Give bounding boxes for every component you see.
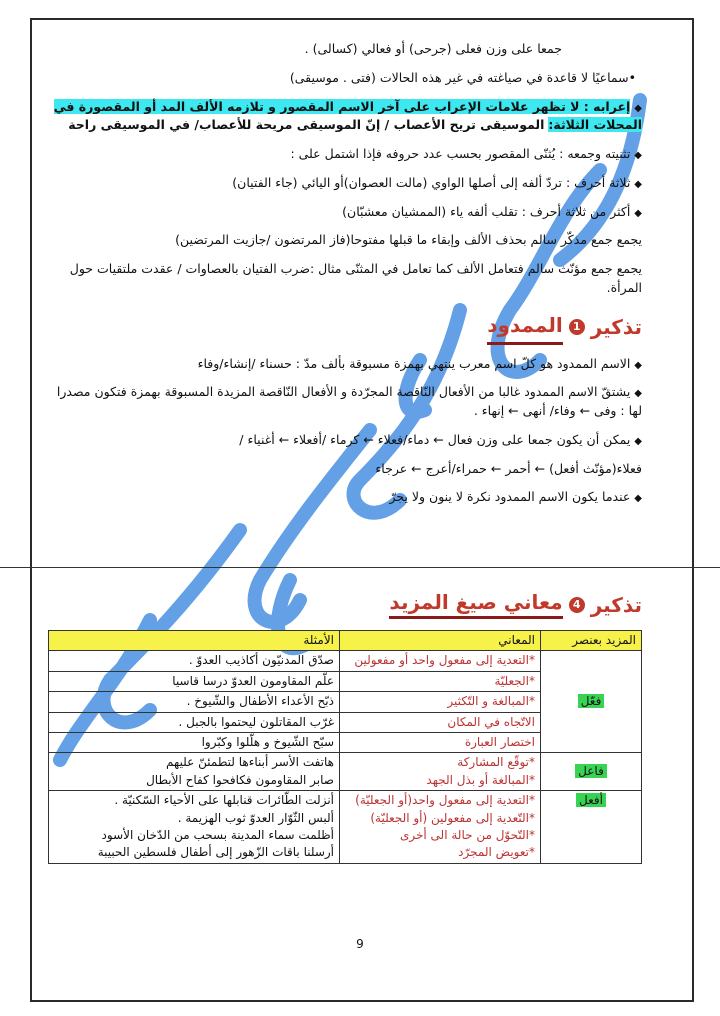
- diamond-bullet-icon: ◆: [634, 435, 642, 447]
- form-label: فعّل: [578, 694, 605, 708]
- column-header-form: المزيد بعنصر: [541, 631, 642, 651]
- irab-examples: الموسيقى تريح الأعصاب / إنّ الموسيقى مريحة للأعصاب/ في الموسيقى راحة: [68, 117, 545, 133]
- text-line: [46, 383, 642, 421]
- heading-number-badge: 4: [569, 597, 585, 613]
- text-line: [46, 488, 642, 507]
- text-line-5: ثلاثة أحرف : تردّ ألفه إلى أصلها الواوي (مالت العصوان)أو اليائي (جاء الفتيان): [232, 174, 631, 190]
- page-number: 9: [356, 937, 364, 951]
- example-cell: [49, 732, 340, 752]
- document-body: [46, 40, 642, 517]
- text-line: [46, 460, 642, 479]
- example-cell: [49, 791, 340, 864]
- text-line: [46, 355, 642, 374]
- example-cell: [49, 671, 340, 691]
- heading-title: الممدود: [487, 310, 562, 345]
- heading-prefix: تذكير: [590, 315, 642, 339]
- irab-rule: إعرابه : لا تظهر علامات الإعراب على آخر الاسم المقصور و تلازمه الألف المد أو المقصورة في المحلات الثلاثة:: [53, 98, 642, 133]
- table-row: [49, 791, 642, 864]
- text-line: [46, 98, 642, 136]
- example-text: ألبس الثّوّار العدوّ ثوب الهزيمة .: [177, 810, 334, 825]
- meaning-cell: [340, 712, 541, 732]
- mamdud-line-5: عندما يكون الاسم الممدود نكرة لا ينون ولا يجرّ: [389, 489, 631, 505]
- mazid-forms-table: [48, 630, 642, 864]
- meaning-text: *الجعليّة: [494, 673, 535, 688]
- heading-title: معاني صيغ المزيد: [389, 590, 562, 619]
- example-text: هاتفت الأسر أبناءها لتطمئنّ عليهم: [166, 755, 334, 770]
- example-text: أرسلنا باقات الزّهور إلى أطفال فلسطين الحبيبة: [97, 845, 334, 860]
- mamdud-line-3: يمكن أن يكون جمعا على وزن فعال ← دماء/فعلاء ← كرماء /أفعلاء ← أغنياء /: [239, 431, 631, 447]
- text-line: [46, 203, 642, 222]
- example-text: ذبّح الأعداء الأطفال والشّيوخ .: [186, 694, 334, 709]
- meaning-cell: [340, 791, 541, 864]
- text-line-7: يجمع جمع مذكّر سالم بحذف الألف وإبقاء ما قبلها مفتوحا(فاز المرتضون /جازيت المرتضين): [175, 232, 642, 248]
- diamond-bullet-icon: ◆: [634, 493, 642, 505]
- example-cell: [49, 651, 340, 671]
- text-line: [46, 69, 642, 88]
- diamond-bullet-icon: ◆: [634, 150, 642, 161]
- form-cell: [541, 753, 642, 791]
- meaning-text: *تعويض المجرّد: [458, 845, 535, 860]
- text-line: [46, 260, 642, 298]
- meaning-cell: [340, 651, 541, 671]
- horizontal-divider: [0, 567, 720, 568]
- meaning-text: *توقّع المشاركة: [457, 755, 535, 770]
- meaning-text: اختصار العبارة: [464, 734, 535, 749]
- text-line-6: أكثر من ثلاثة أحرف : تقلب ألفه ياء (الممشيان معشبّان): [342, 203, 631, 219]
- column-header-examples: الأمثلة: [49, 631, 340, 651]
- mamdud-line-2: يشتقّ الاسم الممدود غالبا من الأفعال النّاقصة المجرّدة و الأفعال النّاقصة المزيدة المسبوقة بهمزة فتكون مصدرا لها : وفى ← وفاء/ أنهى ← إنهاء .: [56, 384, 642, 418]
- example-text: صابر المقاومون فكافحوا كفاح الأبطال: [146, 772, 334, 787]
- example-text: صدّق المدنيّون أكاذيب العدوّ .: [188, 653, 334, 668]
- diamond-bullet-icon: ◆: [634, 359, 642, 371]
- text-line: [46, 231, 642, 250]
- diamond-bullet-icon: ◆: [634, 207, 642, 219]
- form-cell: [541, 651, 642, 753]
- column-header-meanings: المعاني: [340, 631, 541, 651]
- meaning-text: *التعدية إلى مفعول واحد(أو الجعليّة): [355, 793, 535, 808]
- text-line-1: جمعا على وزن فعلى (جرحى) أو فعالي (كسالى) .: [304, 41, 562, 56]
- meaning-cell: [340, 732, 541, 752]
- meaning-text: *التّعدية إلى مفعولين (أو الجعليّة): [370, 810, 535, 825]
- example-cell: [49, 692, 340, 712]
- example-text: أنزلت الطّائرات قنابلها على الأحياء السّكنيّة .: [114, 793, 334, 808]
- meaning-text: الاتّجاه في المكان: [447, 714, 535, 729]
- section-heading-mazid: [389, 590, 642, 619]
- example-cell: [49, 712, 340, 732]
- meaning-cell: [340, 671, 541, 691]
- text-line-4: تثنيته وجمعه : يُثنّى المقصور بحسب عدد حروفه فإذا اشتمل على :: [290, 146, 631, 161]
- heading-number-badge: 1: [569, 319, 585, 335]
- meaning-text: *المبالغة و التّكثير: [447, 694, 535, 709]
- form-cell: [541, 791, 642, 864]
- example-text: غرّب المقاتلون ليحتموا بالجبل .: [178, 714, 334, 729]
- diamond-bullet-icon: ◆: [634, 178, 642, 190]
- form-label: فاعل: [575, 764, 607, 778]
- form-label: أفعل: [576, 793, 606, 807]
- meaning-text: *المبالغة أو بذل الجهد: [426, 772, 535, 787]
- text-line: [46, 431, 642, 450]
- text-line: [46, 40, 642, 59]
- text-line: [46, 145, 642, 164]
- example-text: أظلمت سماء المدينة بسحب من الدّخان الأسود: [101, 827, 334, 842]
- meaning-text: *التّحوّل من حالة الى أخرى: [399, 827, 535, 842]
- diamond-bullet-icon: ◆: [634, 102, 642, 114]
- mamdud-line-1: الاسم الممدود هو كلّ اسم معرب ينتهي بهمزة مسبوقة بألف مدّ : حسناء /إنشاء/وفاء: [197, 355, 631, 371]
- text-line-8: يجمع جمع مؤنّث سالم فتعامل الألف كما تعامل في المثنّى مثال :ضرب الفتيان بالعصاوات / عقدت ملتقيات حول المرأة.: [69, 261, 642, 295]
- heading-prefix: تذكير: [590, 592, 642, 617]
- meaning-cell: [340, 692, 541, 712]
- table-header-row: [49, 631, 642, 651]
- table-row: [49, 753, 642, 791]
- meaning-cell: [340, 753, 541, 791]
- example-text: علّم المقاومون العدوّ درسا قاسيا: [172, 673, 334, 688]
- example-cell: [49, 753, 340, 791]
- section-heading-mamdud: [46, 310, 642, 345]
- text-line-2: •سماعيًا لا قاعدة في صياغته في غير هذه الحالات (فتى . موسيقى): [289, 69, 636, 85]
- example-text: سبّح الشّيوخ و هلّلوا وكبّروا: [201, 734, 334, 749]
- diamond-bullet-icon: ◆: [634, 388, 642, 400]
- mamdud-line-4: فعلاء(مؤنّث أفعل) ← أحمر ← حمراء/أعرج ← عرجاء: [375, 460, 642, 476]
- text-line: [46, 174, 642, 193]
- table-row: [49, 651, 642, 671]
- meaning-text: *التعدية إلى مفعول واحد أو مفعولين: [354, 653, 535, 668]
